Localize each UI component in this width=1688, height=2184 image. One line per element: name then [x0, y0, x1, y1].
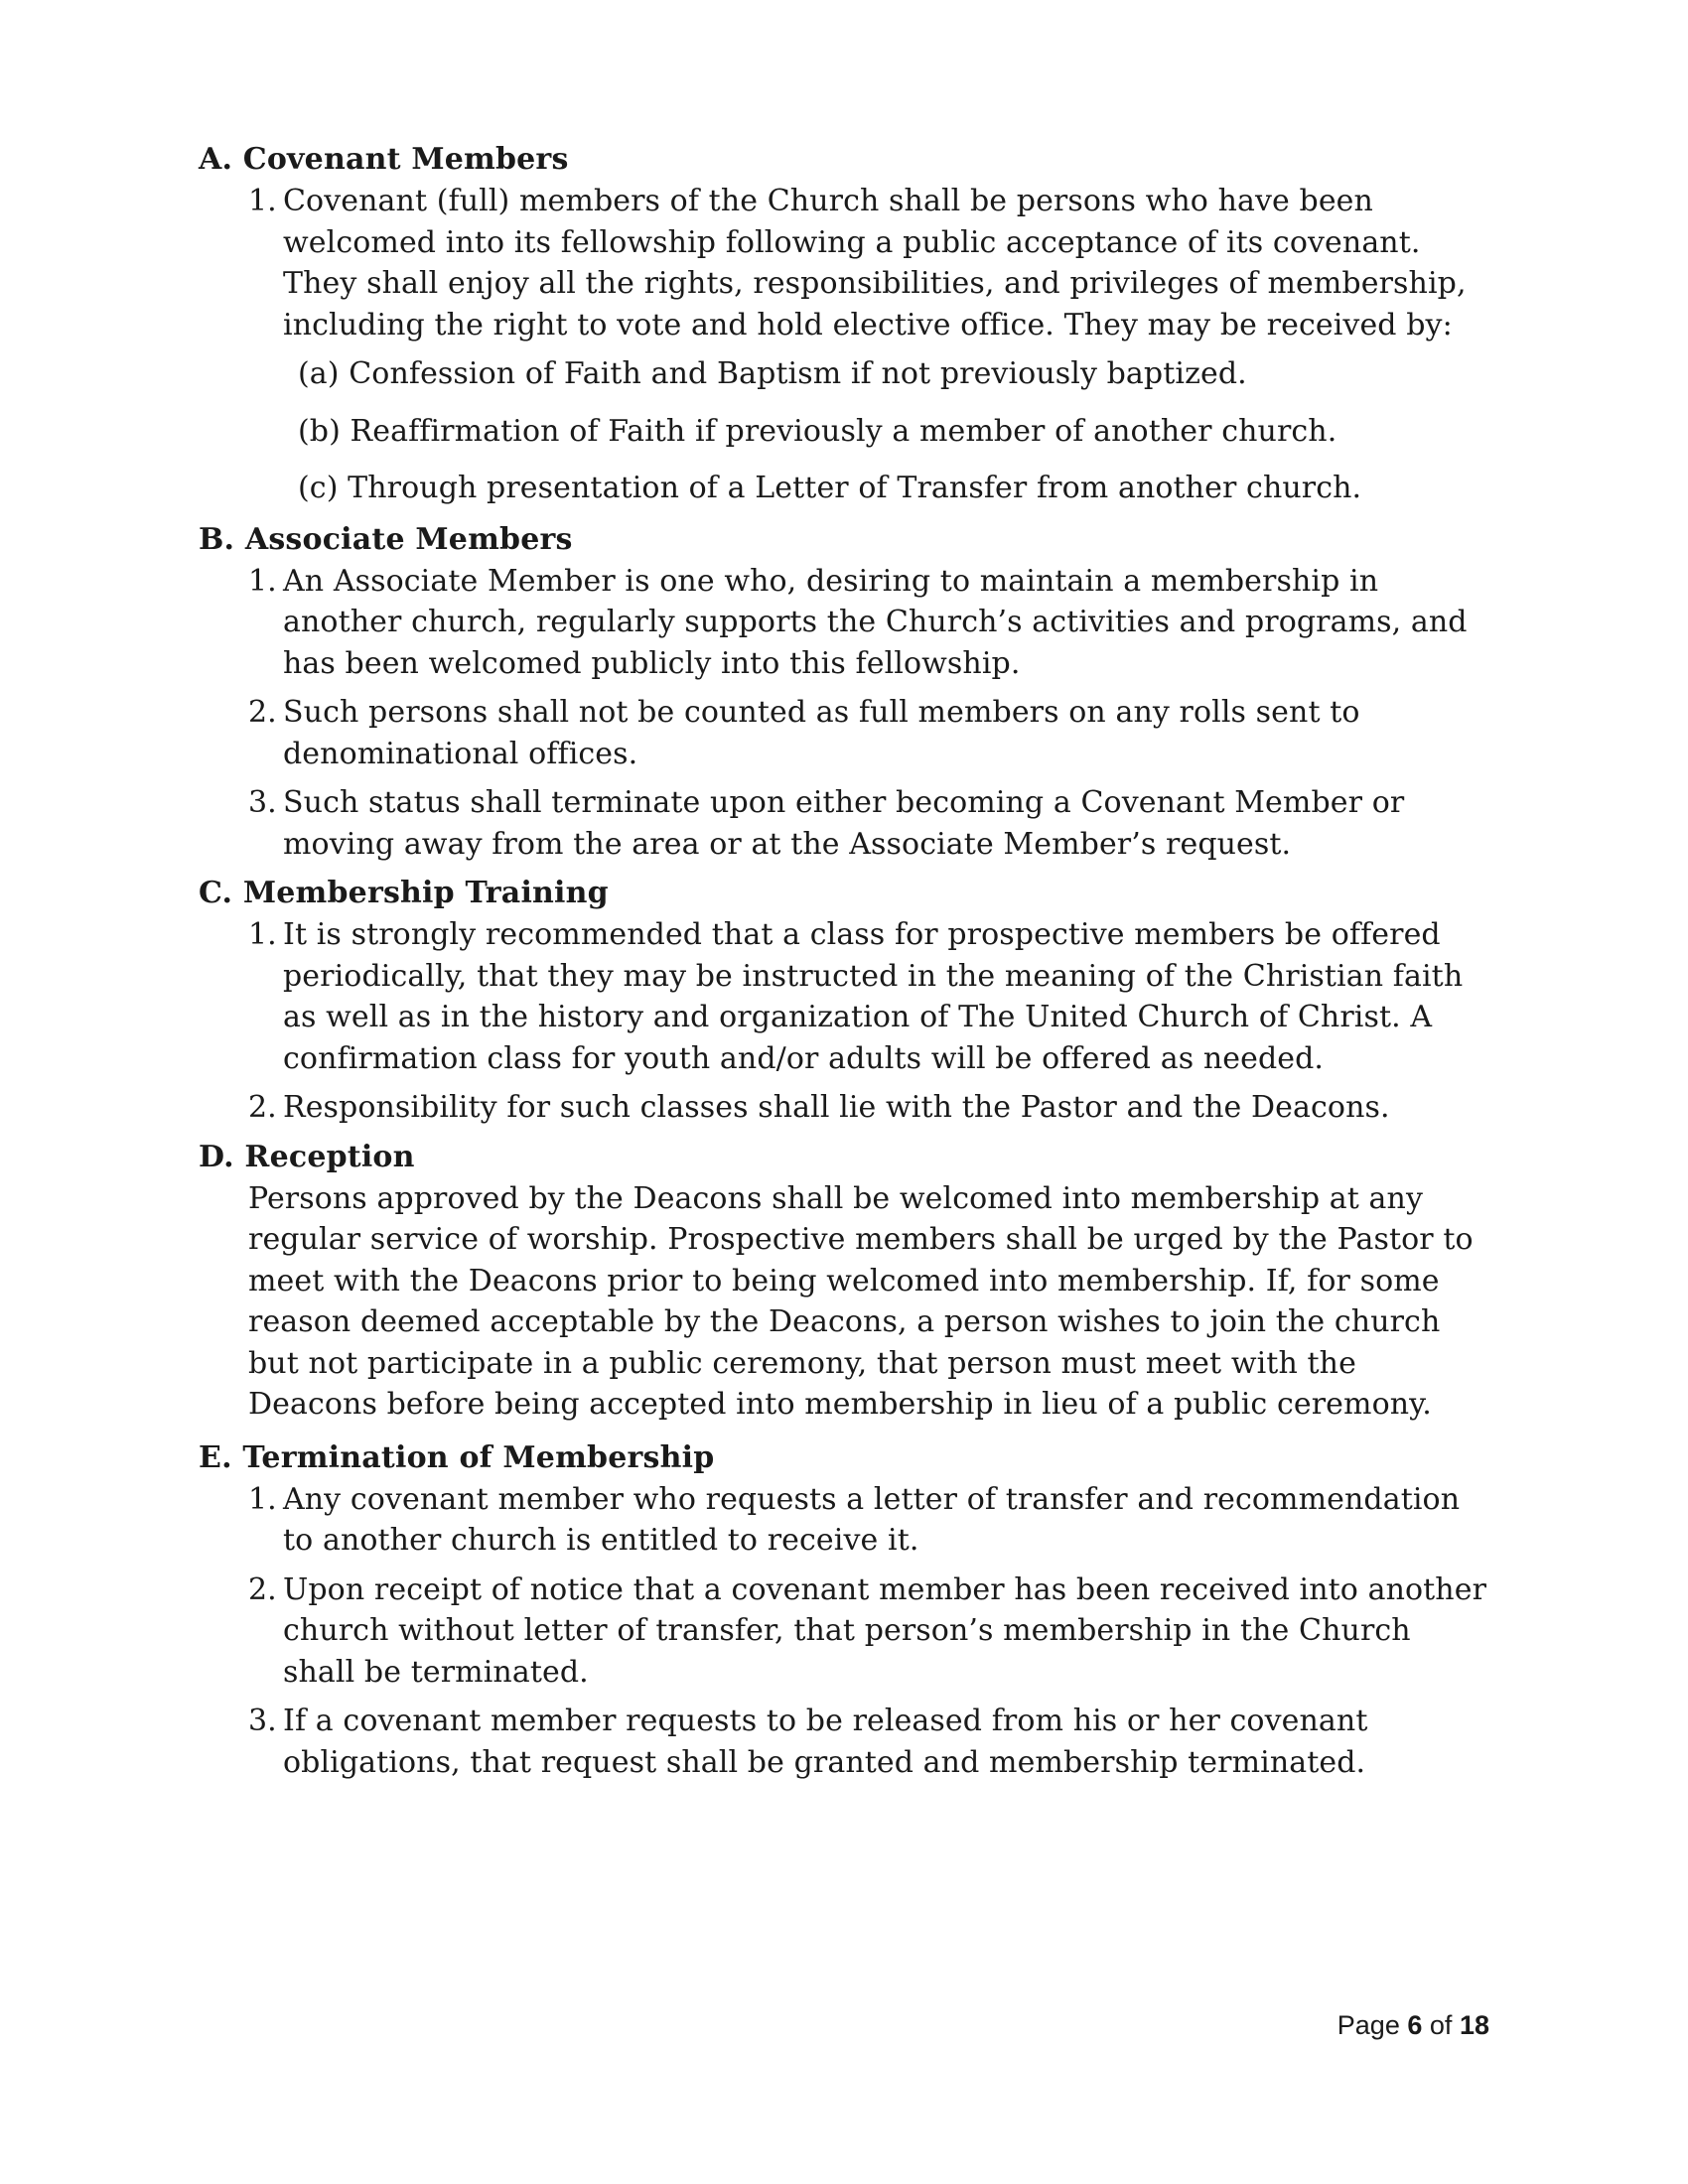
- sub-item: (a) Confession of Faith and Baptism if not previously baptized.: [298, 356, 1247, 391]
- item-number: 3.: [248, 1704, 277, 1738]
- item-text: If a covenant member requests to be released from his or her covenant obligations, that request shall be granted and membership terminated.: [283, 1704, 1368, 1780]
- list-item: [199, 181, 1489, 345]
- item-text: Such status shall terminate upon either becoming a Covenant Member or moving away from the area or at the Associate Member’s request.: [283, 785, 1405, 862]
- list-item: [199, 914, 1489, 1079]
- sub-item: (c) Through presentation of a Letter of Transfer from another church.: [298, 471, 1362, 505]
- page-label: Page: [1336, 2010, 1400, 2040]
- item-list: [199, 1479, 1489, 1784]
- total-pages-number: 18: [1459, 2010, 1489, 2040]
- item-text: An Associate Member is one who, desiring to maintain a membership in another church, regularly supports the Church’s activities and programs, and has been welcomed publicly into this fellowship.: [283, 563, 1468, 681]
- current-page-number: 6: [1407, 2010, 1423, 2040]
- item-number: 1.: [248, 917, 277, 952]
- reception-paragraph: Persons approved by the Deacons shall be welcomed into membership at any regular service of worship. Prospective members shall be urged by the Pastor to meet with the Deacons prior to being welcomed into membership. If, for some reason deemed acceptable by the Deacons, a person wishes to join the church but not participate in a public ceremony, that person must meet with the Deacons before being accepted into membership in lieu of a public ceremony.: [248, 1180, 1474, 1422]
- list-item: [199, 1570, 1489, 1694]
- of-label: of: [1429, 2010, 1453, 2040]
- list-item: [199, 561, 1489, 685]
- item-text: Such persons shall not be counted as full members on any rolls sent to denominational offices.: [283, 695, 1360, 771]
- item-number: 1.: [248, 1481, 277, 1517]
- list-item: [199, 782, 1489, 865]
- item-number: 2.: [248, 1090, 277, 1125]
- section-termination-of-membership: [199, 1437, 1489, 1784]
- list-item: [199, 692, 1489, 774]
- item-number: 2.: [248, 1571, 277, 1607]
- list-item: [199, 1087, 1489, 1129]
- section-heading: C. Membership Training: [199, 876, 609, 910]
- item-list: [199, 914, 1489, 1129]
- section-covenant-members: [199, 139, 1489, 509]
- sub-item: (b) Reaffirmation of Faith if previously a member of another church.: [298, 413, 1337, 449]
- item-number: 1.: [248, 184, 277, 218]
- item-number: 2.: [248, 695, 277, 730]
- item-text: It is strongly recommended that a class for prospective members be offered periodically, that they may be instructed in the meaning of the Christian faith as well as in the history and organization of The United Church of Christ. A confirmation class for youth and/or adults will be offered as needed.: [283, 917, 1464, 1076]
- list-item: [199, 1701, 1489, 1783]
- section-heading: A. Covenant Members: [199, 142, 569, 177]
- item-text: Covenant (full) members of the Church shall be persons who have been welcomed into its fellowship following a public acceptance of its covenant. They shall enjoy all the rights, responsibilities, and privileges of membership, including the right to vote and hold elective office. They may be received by:: [283, 184, 1467, 342]
- item-text: Upon receipt of notice that a covenant member has been received into another church without letter of transfer, that person’s membership in the Church shall be terminated.: [283, 1571, 1487, 1690]
- section-heading: D. Reception: [199, 1139, 415, 1174]
- section-associate-members: [199, 519, 1489, 866]
- item-list: [199, 181, 1489, 345]
- section-membership-training: [199, 873, 1489, 1129]
- item-text: Any covenant member who requests a letter of transfer and recommendation to another church is entitled to receive it.: [283, 1481, 1461, 1558]
- section-heading: B. Associate Members: [199, 521, 573, 557]
- sub-item-list: [199, 353, 1489, 509]
- list-item: [199, 1479, 1489, 1562]
- section-reception: [199, 1137, 1489, 1426]
- item-text: Responsibility for such classes shall lie with the Pastor and the Deacons.: [283, 1090, 1390, 1125]
- item-number: 3.: [248, 785, 277, 820]
- section-heading: E. Termination of Membership: [199, 1439, 715, 1475]
- item-list: [199, 561, 1489, 866]
- page-content: [199, 139, 1489, 1791]
- page-number-footer: [1337, 2010, 1489, 2041]
- item-number: 1.: [248, 563, 277, 599]
